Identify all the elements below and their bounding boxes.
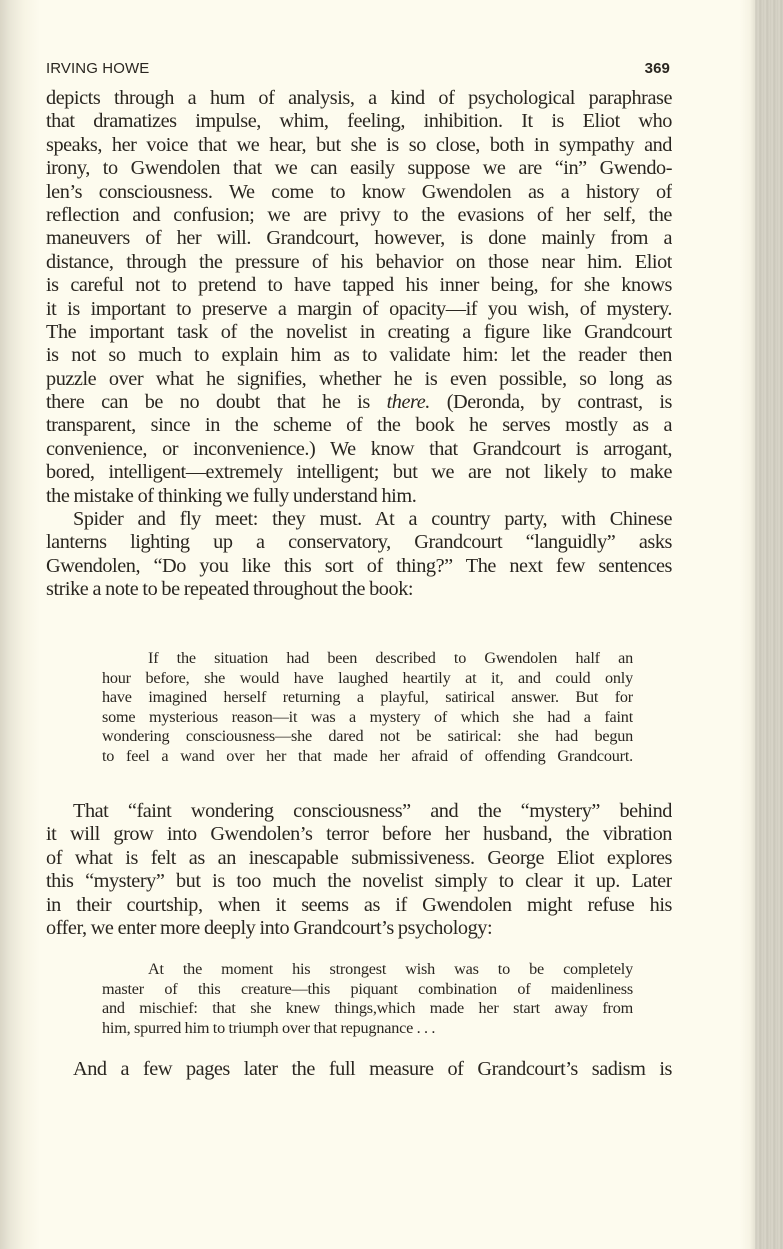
quote-line: and mischief: that she knew things,which made her start away from [102,999,633,1018]
text-line: irony, to Gwendolen that we can easily suppose we are “in” Gwendo- [46,157,672,180]
text-line: it will grow into Gwendolen’s terror before her husband, the vibration [46,823,672,846]
text-line: The important task of the novelist in creating a figure like Grandcourt [46,320,672,343]
text-line: that dramatizes impulse, whim, feeling, inhibition. It is Eliot who [46,110,672,133]
quote-line: At the moment his strongest wish was to be completely [148,960,633,978]
text-line: strike a note to be repeated throughout the book: [46,578,414,601]
text-segment: there can be no doubt that he is [46,391,387,414]
text-line: Spider and fly meet: they must. At a country party, with Chinese [73,508,672,530]
quote-line: some mysterious reason—it was a mystery of which she had a faint [102,707,633,726]
text-line: is careful not to pretend to have tapped his inner being, for she knows [46,274,672,297]
text-segment: (Deronda, by contrast, is [429,391,672,414]
page-number: 369 [644,59,670,77]
text-line: And a few pages later the full measure of Grandcourt’s sadism is [73,1058,672,1080]
text-line: puzzle over what he signifies, whether he is even possible, so long as [46,367,672,390]
quote-line: wondering consciousness—she dared not be satirical: she had begun [102,727,633,746]
text-line: is not so much to explain him as to validate him: let the reader then [46,344,672,367]
text-line: Gwendolen, “Do you like this sort of thing?” The next few sentences [46,554,672,577]
quote-line: to feel a wand over her that made her afraid of offending Grandcourt. [102,746,633,765]
text-line: in their courtship, when it seems as if Gwendolen might refuse his [46,893,672,916]
text-line: transparent, since in the scheme of the book he serves mostly as a [46,414,672,437]
text-line: it is important to preserve a margin of opacity—if you wish, of mystery. [46,297,672,320]
quote-line: If the situation had been described to Gwendolen half an [148,649,633,667]
text-line: offer, we enter more deeply into Grandcourt’s psychology: [46,916,493,939]
text-line: distance, through the pressure of his behavior on those near him. Eliot [46,250,672,273]
page-stack-edge [755,0,783,1249]
paragraph-4 [46,1058,672,1081]
text-line [46,391,672,414]
text-line: len’s consciousness. We come to know Gwendolen as a history of [46,180,672,203]
quote-line: hour before, she would have laughed heartily at it, and could only [102,668,633,687]
text-line: speaks, her voice that we hear, but she is so close, both in sympathy and [46,133,672,156]
running-head [46,58,670,78]
paragraph-1 [46,87,672,508]
quote-line: master of this creature—this piquant combination of maidenliness [102,979,633,998]
text-line: of what is felt as an inescapable submissiveness. George Eliot explores [46,846,672,869]
italic-emphasis: there. [386,391,430,414]
text-line: That “faint wondering consciousness” and the “mystery” behind [73,800,672,822]
block-quote-2 [102,960,633,1038]
paragraph-2 [46,508,672,602]
block-quote-1 [102,649,633,767]
quote-line: have imagined herself returning a playful, satirical answer. But for [102,688,633,707]
author-name: IRVING HOWE [46,59,150,77]
text-line: the mistake of thinking we fully understand him. [46,484,417,507]
text-line: lanterns lighting up a conservatory, Grandcourt “languidly” asks [46,531,672,554]
text-line: this “mystery” but is too much the novelist simply to clear it up. Later [46,870,672,893]
text-line: bored, intelligent—extremely intelligent; but we are not likely to make [46,461,672,484]
text-line: reflection and confusion; we are privy to the evasions of her self, the [46,203,672,226]
text-line: depicts through a hum of analysis, a kind of psychological paraphrase [46,87,672,109]
quote-line: him, spurred him to triumph over that repugnance . . . [102,1018,436,1037]
text-line: convenience, or inconvenience.) We know that Grandcourt is arrogant, [46,437,672,460]
text-line: maneuvers of her will. Grandcourt, however, is done mainly from a [46,227,672,250]
paragraph-3 [46,800,672,940]
